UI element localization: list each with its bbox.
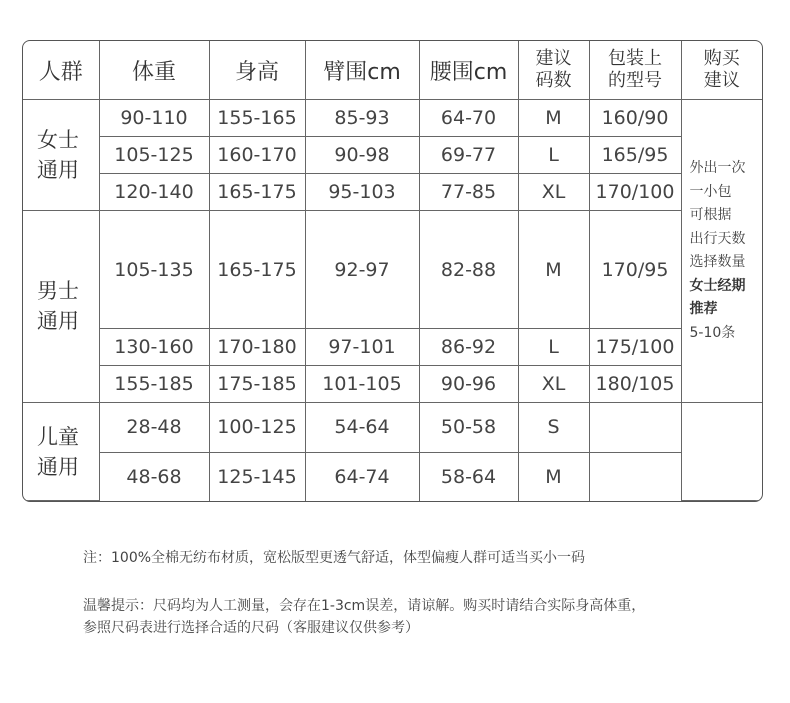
table-row: [23, 403, 762, 452]
size-chart-table: [22, 40, 763, 502]
cell-size: M: [518, 210, 589, 329]
header-model: 包装上 的型号: [589, 41, 681, 100]
cell-height: 175-185: [209, 366, 305, 403]
cell-waist: 64-70: [419, 100, 518, 137]
header-row: [23, 41, 762, 100]
cell-model: 170/100: [589, 173, 681, 210]
cell-arm: 97-101: [305, 329, 419, 366]
cell-size: M: [518, 452, 589, 500]
cell-arm: 95-103: [305, 173, 419, 210]
header-arm: 臂围cm: [305, 41, 419, 100]
table-row: [23, 173, 762, 210]
cell-arm: 90-98: [305, 136, 419, 173]
advice-cell: [681, 100, 762, 403]
group-women: 女士 通用: [23, 100, 99, 211]
header-size: 建议 码数: [518, 41, 589, 100]
cell-size: L: [518, 136, 589, 173]
cell-model: 170/95: [589, 210, 681, 329]
cell-model: 180/105: [589, 366, 681, 403]
header-waist: 腰围cm: [419, 41, 518, 100]
cell-model: 160/90: [589, 100, 681, 137]
cell-height: 155-165: [209, 100, 305, 137]
table-row: [23, 210, 762, 329]
header-group: 人群: [23, 41, 99, 100]
cell-waist: 90-96: [419, 366, 518, 403]
material-note: 注：100%全棉无纺布材质，宽松版型更透气舒适，体型偏瘦人群可适当买小一码: [83, 550, 586, 566]
cell-height: 125-145: [209, 452, 305, 500]
cell-arm: 64-74: [305, 452, 419, 500]
cell-weight: 130-160: [99, 329, 209, 366]
table-row: [23, 100, 762, 137]
cell-waist: 77-85: [419, 173, 518, 210]
advice-empty-cell: [681, 403, 762, 501]
table-row: [23, 136, 762, 173]
cell-arm: 85-93: [305, 100, 419, 137]
group-kids: 儿童 通用: [23, 403, 99, 501]
cell-size: L: [518, 329, 589, 366]
cell-model: [589, 452, 681, 500]
cell-arm: 101-105: [305, 366, 419, 403]
cell-size: S: [518, 403, 589, 452]
cell-arm: 54-64: [305, 403, 419, 452]
cell-weight: 105-135: [99, 210, 209, 329]
header-weight: 体重: [99, 41, 209, 100]
cell-arm: 92-97: [305, 210, 419, 329]
advice-line-bold: 推荐: [689, 301, 718, 318]
advice-line-bold: 女士经期: [689, 277, 746, 294]
cell-weight: 120-140: [99, 173, 209, 210]
cell-size: M: [518, 100, 589, 137]
cell-weight: 90-110: [99, 100, 209, 137]
cell-waist: 69-77: [419, 136, 518, 173]
cell-waist: 50-58: [419, 403, 518, 452]
size-table: [23, 41, 762, 501]
cell-model: 165/95: [589, 136, 681, 173]
table-row: [23, 452, 762, 500]
cell-weight: 28-48: [99, 403, 209, 452]
advice-line: 可根据: [689, 207, 732, 224]
cell-weight: 48-68: [99, 452, 209, 500]
advice-line: 一小包: [689, 183, 732, 200]
header-height: 身高: [209, 41, 305, 100]
tip-note-line2: 参照尺码表进行选择合适的尺码（客服建议仅供参考）: [83, 620, 419, 636]
tip-note-line1: 温馨提示：尺码均为人工测量，会存在1-3cm误差，请谅解。购买时请结合实际身高体重，: [83, 598, 646, 614]
cell-model: 175/100: [589, 329, 681, 366]
cell-weight: 155-185: [99, 366, 209, 403]
group-men: 男士 通用: [23, 210, 99, 402]
cell-height: 165-175: [209, 173, 305, 210]
cell-size: XL: [518, 173, 589, 210]
header-advice: 购买 建议: [681, 41, 762, 100]
cell-weight: 105-125: [99, 136, 209, 173]
cell-height: 100-125: [209, 403, 305, 452]
table-row: [23, 366, 762, 403]
advice-line: 5-10条: [689, 324, 736, 341]
cell-height: 170-180: [209, 329, 305, 366]
table-row: [23, 329, 762, 366]
cell-waist: 82-88: [419, 210, 518, 329]
cell-waist: 86-92: [419, 329, 518, 366]
cell-height: 165-175: [209, 210, 305, 329]
cell-model: [589, 403, 681, 452]
advice-line: 外出一次: [689, 160, 746, 177]
cell-waist: 58-64: [419, 452, 518, 500]
advice-line: 出行天数: [689, 230, 746, 247]
cell-height: 160-170: [209, 136, 305, 173]
cell-size: XL: [518, 366, 589, 403]
advice-line: 选择数量: [689, 254, 746, 271]
